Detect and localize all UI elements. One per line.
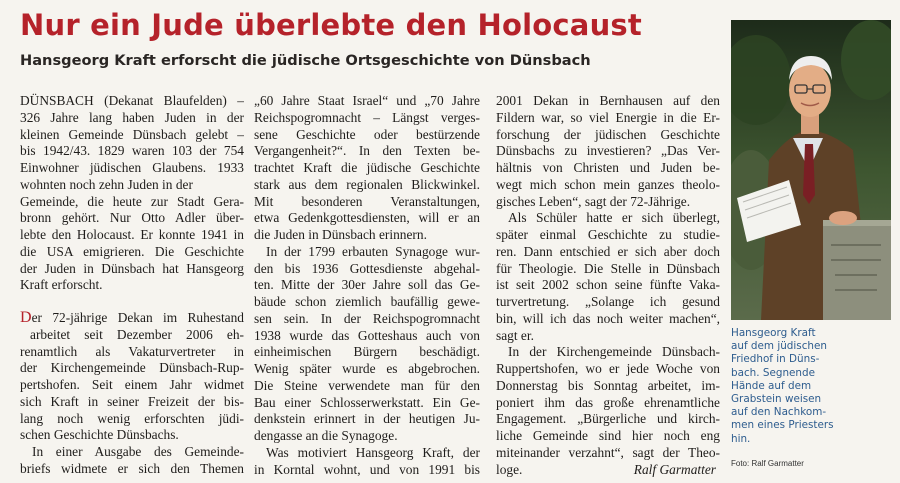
body-line: hältnis von Christen und Juden be-	[496, 160, 720, 175]
photo-credit: Foto: Ralf Garmatter	[731, 459, 804, 468]
body-line: Der 72-jährige Dekan im Ruhestand	[20, 310, 244, 326]
caption-line: Hansgeorg Kraft	[731, 327, 816, 339]
body-line: stark aus dem regionalen Blickwinkel.	[254, 176, 480, 192]
headline: Nur ein Jude überlebte den Holocaust	[20, 8, 642, 42]
body-line: poniert ihm das große ehrenamtliche	[496, 394, 720, 410]
body-line: Als Schüler hatte er sich überlegt,	[508, 210, 720, 226]
article-column-2	[254, 93, 480, 478]
body-line: turvertretung. „Solange ich gesund	[496, 294, 720, 309]
body-line: Die Steine verwendete man für den	[254, 377, 480, 393]
caption-line: hin.	[731, 432, 751, 445]
drop-cap: D	[20, 310, 32, 326]
body-line: ist seit 2002 schon seine fünfte Vaka-	[496, 277, 720, 293]
caption-line: auf dem jüdischen	[731, 340, 827, 353]
body-paragraph	[20, 310, 244, 478]
body-line: bin, will ich das noch weiter machen“,	[496, 310, 720, 326]
body-line: ten. Mitte der 30er Jahre soll das Ge-	[254, 277, 480, 293]
body-line: einheimischen Bürgern beschädigt.	[254, 344, 480, 360]
photo-caption	[731, 327, 891, 446]
body-line: denkstein erinnert in der heutigen Ju-	[254, 411, 480, 427]
body-line: den bis 1936 Gottesdienste abgehal-	[254, 260, 480, 276]
body-line: der Kirchengemeinde Dünsbach-Rup-	[20, 360, 244, 376]
body-line: schen Geschichte Dünsbachs.	[20, 427, 179, 443]
portrait-photo	[731, 20, 891, 320]
body-line: dengasse an die Synagoge.	[254, 428, 398, 443]
caption-line: auf den Nachkom-	[731, 406, 827, 419]
body-line: Engagement. „Bürgerliche und kirch-	[496, 411, 720, 427]
author-byline: Ralf Garmatter	[633, 461, 716, 477]
body-line: Dünsbachs zu investieren? „Das Ver-	[496, 143, 720, 159]
lead-line: kleinen Gemeinde Dünsbach gelebt –	[20, 126, 244, 142]
caption-line: Grabstein weisen	[731, 393, 822, 406]
body-line: Fildern war, so viel Energie in die Er-	[496, 109, 720, 125]
lead-line: wohnten noch zehn Juden in der	[20, 176, 193, 192]
lead-line: Kraft erforscht.	[20, 277, 103, 293]
body-line: Reichspogromnacht – Längst verges-	[254, 109, 480, 125]
lead-line: DÜNSBACH (Dekanat Blaufelden) –	[20, 93, 244, 108]
body-line: sene Geschichte oder bestürzende	[254, 126, 480, 142]
body-line: für Theologie. Die Stelle in Dünsbach	[496, 260, 720, 276]
body-line: arbeitet seit Dezember 2006 eh-	[30, 326, 244, 342]
body-line: miteinander verzahnt“, sagt der Theo-	[496, 444, 720, 460]
body-line: 1938 wurde das Gotteshaus auch von	[254, 327, 480, 343]
lead-line: lebte den Holocaust. Er konnte 1941 in	[20, 227, 244, 242]
photo-illustration	[731, 20, 891, 320]
body-line: loge. Ralf Garmatter	[496, 462, 720, 479]
body-line: Donnerstag bis Sonntag arbeitet, im-	[496, 377, 720, 393]
body-line: pertshofen. Seit einem Jahr widmet	[20, 377, 244, 392]
body-line: ren. Dann entschied er sich aber doch	[496, 243, 720, 259]
body-line: die Juden in Dünsbach erinnern.	[254, 227, 427, 242]
body-line: lang noch wenig erforschten jüdi-	[20, 410, 244, 426]
body-line: Was motiviert Hansgeorg Kraft, der	[266, 444, 480, 460]
body-line: forschung der jüdischen Geschichte	[496, 126, 720, 142]
lead-line: der Juden in Dünsbach hat Hansgeorg	[20, 260, 244, 276]
body-line: später einmal Geschichte zu studie-	[496, 227, 720, 242]
lead-line: Einwohner jüdischen Glaubens. 1933	[20, 160, 244, 175]
article-column-3	[496, 93, 720, 478]
body-line: Ruppertshofen, wo er jede Woche von	[496, 361, 720, 376]
body-line: Wenig später wurde es abgebrochen.	[254, 361, 480, 376]
lead-line: bronn gehört. Nur Otto Adler über-	[20, 210, 244, 226]
body-line: In einer Ausgabe des Gemeinde-	[32, 444, 244, 459]
caption-line: Hände auf dem	[731, 379, 812, 392]
article-column-1	[20, 93, 244, 478]
body-line: in Korntal wohnt, und von 1991 bis	[254, 461, 480, 477]
lead-paragraph	[20, 93, 244, 294]
lead-line: die USA emigrieren. Die Geschichte	[20, 243, 244, 259]
body-line: liche Gemeinde sind hier noch eng	[496, 428, 720, 443]
body-line: sen sein. In der Reichspogromnacht	[254, 310, 480, 326]
body-line: sagt er.	[496, 327, 534, 343]
body-line: 2001 Dekan in Bernhausen auf den	[496, 93, 720, 108]
body-line: briefs widmete er sich den Themen	[20, 460, 244, 476]
caption-line: Friedhof in Düns-	[731, 353, 820, 366]
body-line: gisches Leben“, sagt der 72-Jährige.	[496, 193, 691, 209]
body-line: etwa Gedenkgottesdiensten, will er an	[254, 210, 480, 226]
caption-line: bach. Segnende	[731, 366, 816, 379]
lead-line: Gemeinde, die heute zur Stadt Gera-	[20, 193, 244, 209]
lead-line: 326 Jahre lang haben Juden in der	[20, 109, 244, 125]
lead-line: bis 1942/43. 1829 waren 103 der 754	[20, 143, 244, 159]
body-line: In der Kirchengemeinde Dünsbach-	[508, 344, 720, 360]
subheadline: Hansgeorg Kraft erforscht die jüdische Ortsgeschichte von Dünsbach	[20, 52, 591, 69]
body-line: Vergangenheit?“. In den Texten be-	[254, 143, 480, 159]
body-line: „60 Jahre Staat Israel“ und „70 Jahre	[254, 93, 480, 108]
body-line: bäude schon ziemlich baufällig gewe-	[254, 294, 480, 309]
body-line: wegt mich schon mein ganzes theolo-	[496, 176, 720, 192]
body-line: In der 1799 erbauten Synagoge wur-	[266, 243, 480, 259]
body-line: renamtlich als Vakaturvertreter in	[20, 343, 244, 359]
body-line: sich Kraft in seiner Freizeit der bis-	[20, 393, 244, 409]
body-line: Mit besonderen Veranstaltungen,	[254, 193, 480, 209]
caption-line: men eines Priesters	[731, 419, 834, 432]
body-line: trachtet Kraft die jüdische Geschichte	[254, 160, 480, 175]
body-line: Bau einer Schlosserwerkstatt. Ein Ge-	[254, 394, 480, 410]
